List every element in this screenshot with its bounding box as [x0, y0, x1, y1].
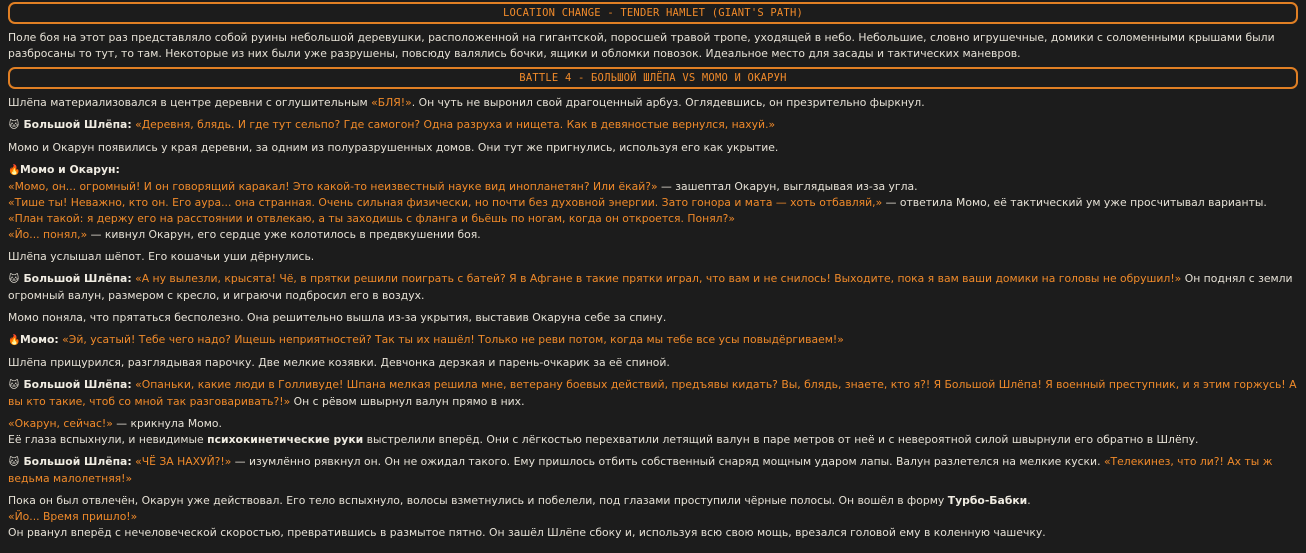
narration-text: — кивнул Окарун, его сердце уже колотилось в предвкушении боя.: [87, 228, 481, 241]
speaker-name: Момо и Окарун:: [20, 163, 120, 176]
fire-icon: 🔥: [8, 335, 21, 346]
cat-face-icon: 🐱: [8, 457, 20, 468]
narration-text: — зашептал Окарун, выглядывая из-за угла.: [657, 180, 918, 193]
narration-text: Её глаза вспыхнули, и невидимые: [8, 433, 208, 446]
quote-text: «А ну вылезли, крысята! Чё, в прятки решили поиграть с батей? Я в Афгане в такие прятки играл, что вам и не снилось! Выходите, пока я вам ваши домики на головы не обрушил!»: [135, 272, 1182, 285]
narration: Момо и Окарун появились у края деревни, за одним из полуразрушенных домов. Они тут же пригнулись, используя его как укрытие.: [8, 141, 779, 154]
narration: Шлёпа прищурился, разглядывая парочку. Две мелкие козявки. Девчонка дерзкая и парень-очкарик за её спиной.: [8, 356, 670, 369]
narration: Он рванул вперёд с нечеловеческой скоростью, превратившись в размытое пятно. Он зашёл Шлёпе сбоку и, используя всю свою мощь, врезался головой ему в коленную чашечку.: [8, 526, 1046, 539]
narration-text: Он с рёвом швырнул валун прямо в них.: [290, 395, 525, 408]
narration: [8, 493, 1298, 509]
quote-text: «Тише ты! Неважно, кто он. Его аура... она странная. Очень сильная физически, но почти без духовной энергии. Зато гонора и мата — хоть отбавляй,»: [8, 196, 883, 209]
speaker-name: Большой Шлёпа:: [23, 118, 132, 131]
dialogue-line: [8, 117, 1298, 134]
narration-text: — ответила Момо, её тактический ум уже просчитывал варианты.: [882, 196, 1267, 209]
dialogue-line: [8, 454, 1298, 487]
intro-paragraph: Поле боя на этот раз представляло собой руины небольшой деревушки, расположенной на гигантской, поросшей травой тропе, уходящей в небо. Небольшие, словно игрушечные, домики с соломенными крышами были разбросаны то тут, то там. Некоторые из них были уже разрушены, повсюду валялись бочки, ящики и обломки повозок. Идеальное место для засады и тактических маневров.: [8, 31, 1275, 60]
dialogue-line: [8, 332, 1298, 349]
dialogue-line: [8, 416, 1298, 432]
battle-banner: BATTLE 4 - БОЛЬШОЙ ШЛЁПА VS МОМО И ОКАРУН: [8, 67, 1298, 89]
speaker-name: Большой Шлёпа:: [23, 272, 132, 285]
quote-text: «Опаньки, какие люди в Голливуде! Шпана мелкая решила мне, ветерану боевых действий, предъявы кидать? Вы, блядь, знаете, кто я?! Я Большой Шлёпа! Я военный преступник, и я этим горжусь! А вы кто такие, чтоб со мной так разговаривать?!»: [8, 378, 1297, 408]
speaker-name: Большой Шлёпа:: [23, 455, 132, 468]
quote-text: «План такой: я держу его на расстоянии и отвлекаю, а ты заходишь с фланга и бьёшь по ногам, когда он откроется. Понял?»: [8, 212, 735, 225]
narration-text: . Он чуть не выронил свой драгоценный арбуз. Оглядевшись, он презрительно фыркнул.: [411, 96, 925, 109]
quote-text: «Йо... понял,»: [8, 228, 88, 241]
dialogue-line: [8, 179, 1298, 195]
narration-text: Пока он был отвлечён, Окарун уже действовал. Его тело вспыхнуло, волосы взметнулись и побелели, под глазами проступили чёрные полосы. Он вошёл в форму: [8, 494, 948, 507]
fire-icon: 🔥: [8, 165, 21, 176]
quote-text: «Деревня, блядь. И где тут сельпо? Где самогон? Одна разруха и нищета. Как в девяностые вернулся, нахуй.»: [135, 118, 776, 131]
narration-text: — изумлённо рявкнул он. Он не ожидал такого. Ему пришлось отбить собственный снаряд мощным ударом лапы. Валун разлетелся на мелкие куски.: [231, 455, 1104, 468]
narration-text: .: [1027, 494, 1031, 507]
quote-text: «Эй, усатый! Тебе чего надо? Ищешь неприятностей? Так ты их нашёл! Только не реви потом, когда мы тебе все усы повыдёргиваем!»: [62, 333, 844, 346]
dialogue-header: [8, 162, 1298, 179]
quote-text: «Окарун, сейчас!»: [8, 417, 113, 430]
quote-text: «Момо, он... огромный! И он говорящий каракал! Это какой-то неизвестный науке вид инопланетян? Или ёкай?»: [8, 180, 658, 193]
quote-text: «Йо... Время пришло!»: [8, 510, 138, 523]
quote-text: «ЧЁ ЗА НАХУЙ?!»: [135, 455, 232, 468]
dialogue-line: [8, 227, 1298, 243]
dialogue-line: [8, 377, 1298, 410]
narration: [8, 95, 1298, 111]
speaker-name: Момо:: [20, 333, 59, 346]
dialogue-line: [8, 271, 1298, 304]
emphasis-text: психокинетические руки: [207, 433, 364, 446]
narration: [8, 432, 1298, 448]
dialogue-line: [8, 195, 1298, 227]
narration-text: Он поднял с земли огромный валун, размером с кресло, и играючи подбросил его в воздух.: [8, 272, 1293, 302]
location-banner: LOCATION CHANGE - TENDER HAMLET (GIANT'S PATH): [8, 2, 1298, 24]
narration-text: — крикнула Момо.: [112, 417, 222, 430]
narration: Шлёпа услышал шёпот. Его кошачьи уши дёрнулись.: [8, 250, 315, 263]
cat-face-icon: 🐱: [8, 274, 20, 285]
narration: Момо поняла, что прятаться бесполезно. Она решительно вышла из-за укрытия, выставив Окаруна себе за спину.: [8, 311, 667, 324]
cat-face-icon: 🐱: [8, 120, 20, 131]
speaker-name: Большой Шлёпа:: [23, 378, 132, 391]
quote-text: «БЛЯ!»: [371, 96, 412, 109]
cat-face-icon: 🐱: [8, 380, 20, 391]
emphasis-text: Турбо-Бабки: [947, 494, 1028, 507]
narration-text: Шлёпа материализовался в центре деревни с оглушительным: [8, 96, 372, 109]
narration-text: выстрелили вперёд. Они с лёгкостью перехватили летящий валун в паре метров от неё и с невероятной силой швырнули его обратно в Шлёпу.: [363, 433, 1199, 446]
quote-text: «Телекинез, что ли?! Ах ты ж ведьма малолетняя!»: [8, 455, 1273, 485]
dialogue-line: [8, 509, 1298, 525]
